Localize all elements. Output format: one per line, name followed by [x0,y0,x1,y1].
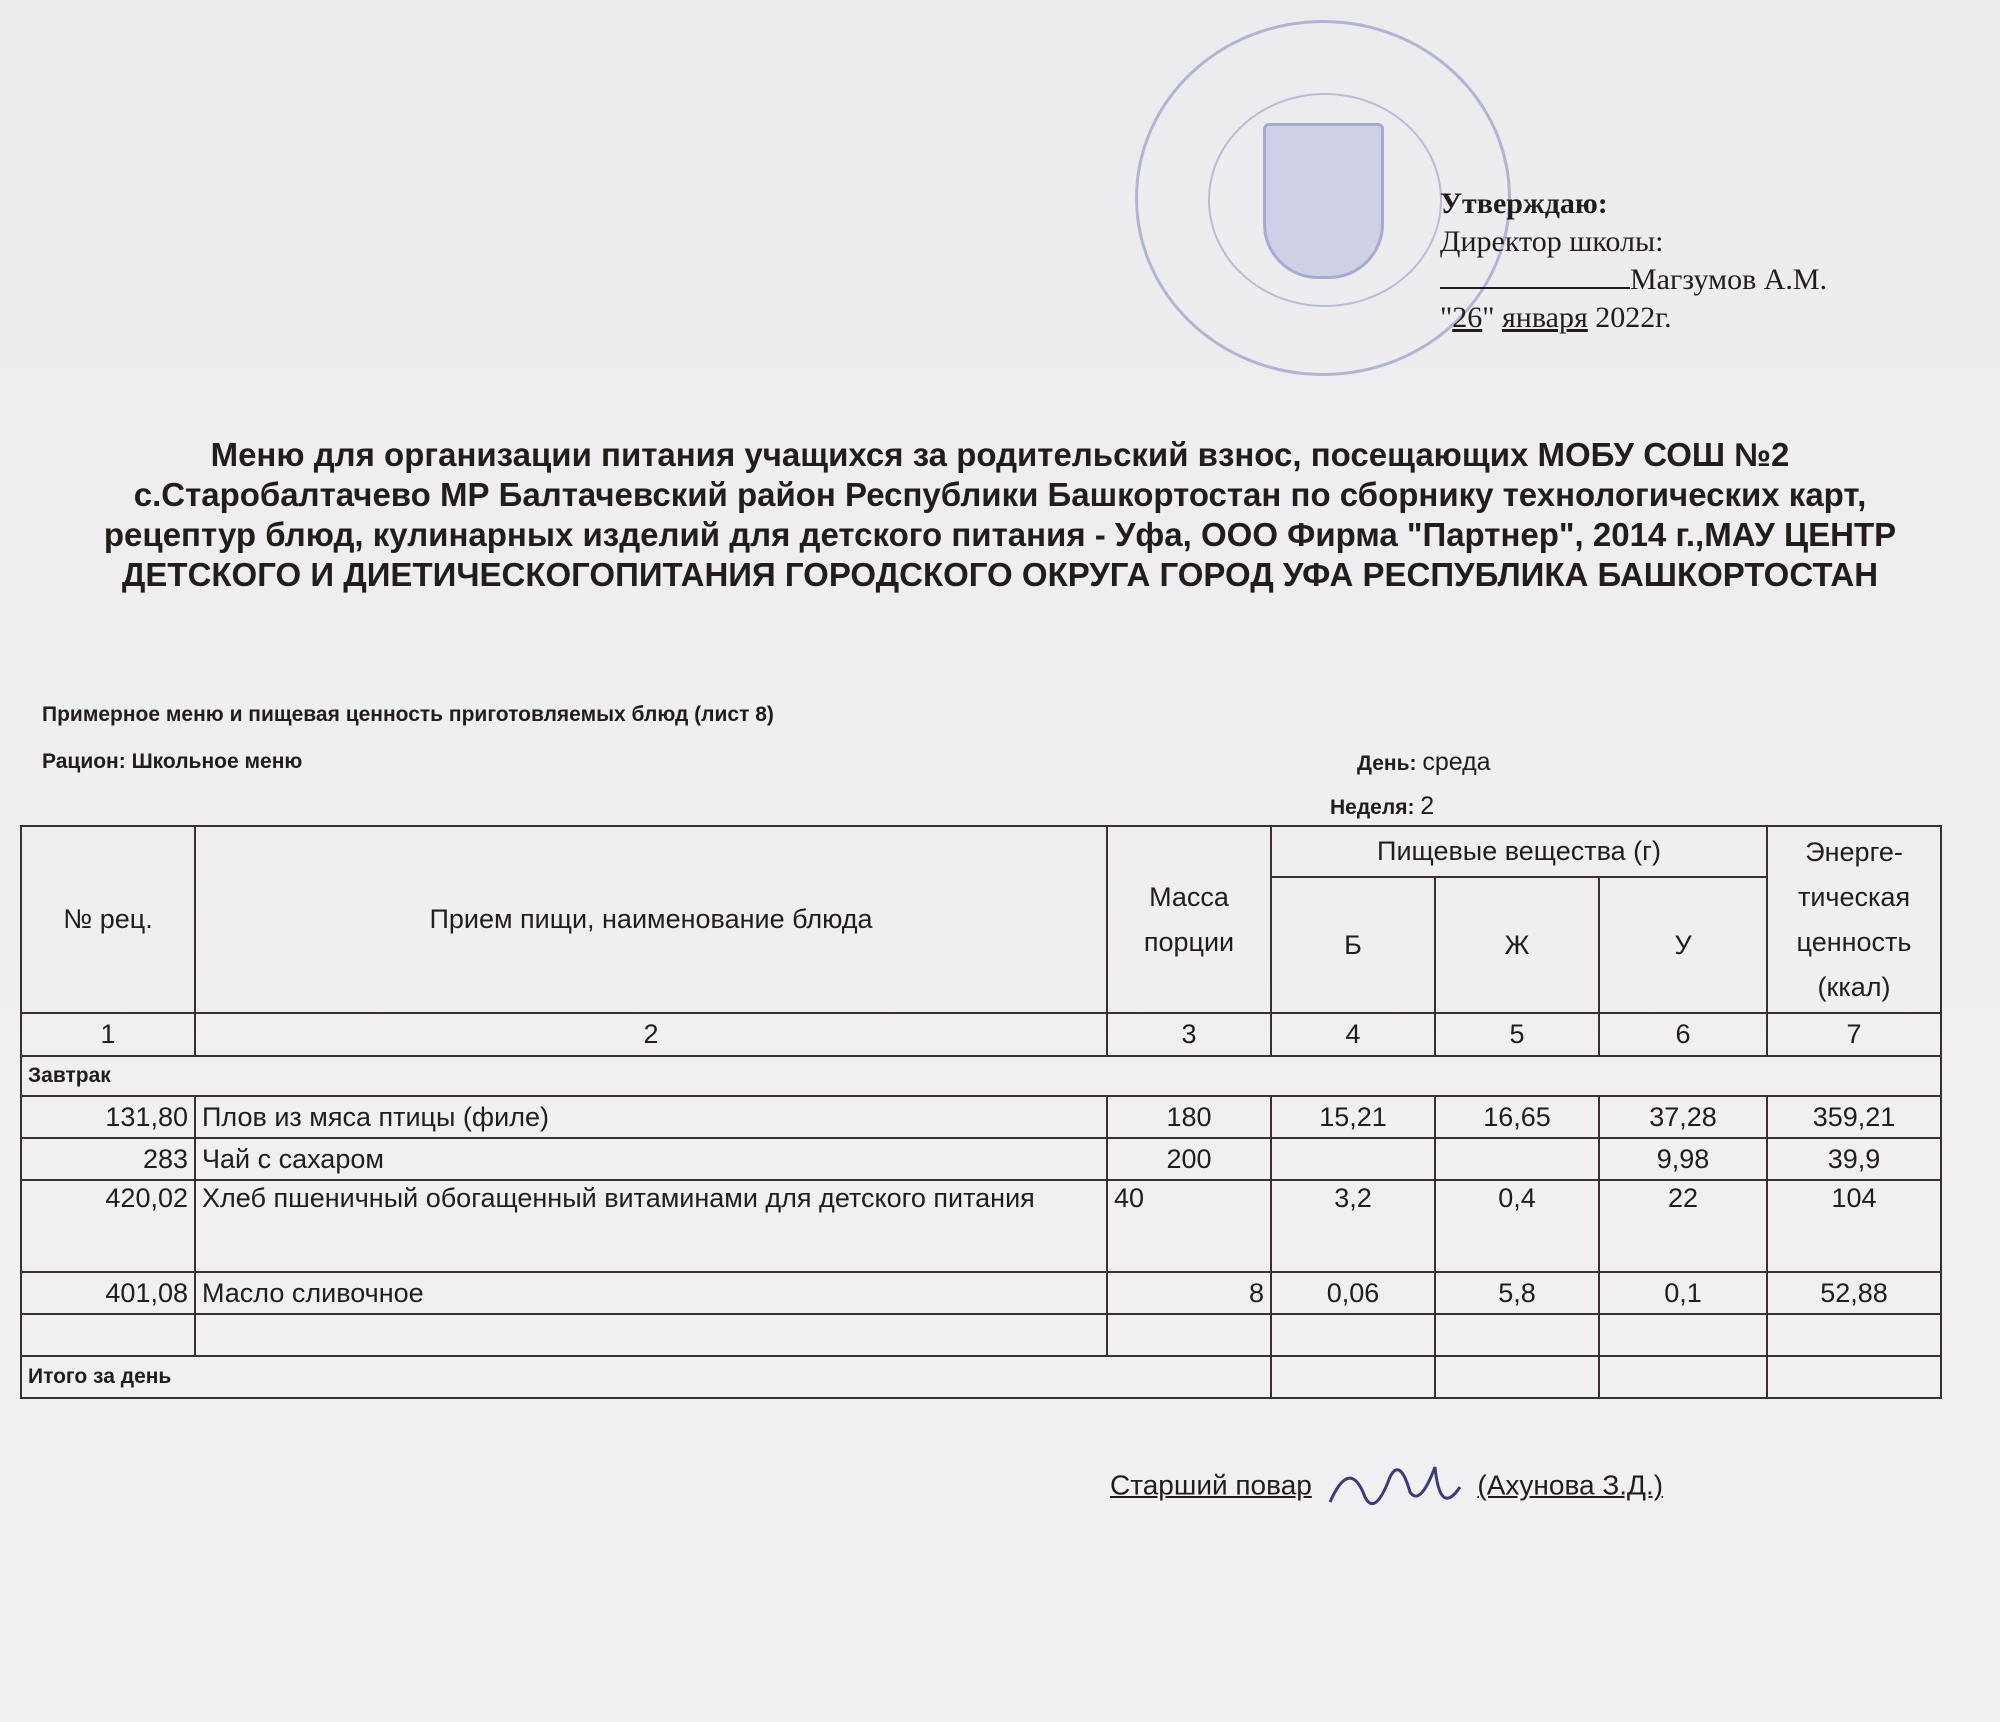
empty-cell [21,1314,195,1356]
protein-value [1271,1138,1435,1180]
week-field [1330,792,1434,821]
total-fat [1435,1356,1599,1398]
ration-label: Рацион: Школьное меню [42,750,303,773]
header-carbs: У [1599,877,1767,1013]
dish-name: Масло сливочное [195,1272,1107,1314]
section-breakfast: Завтрак [21,1056,1941,1096]
column-number: 6 [1599,1013,1767,1056]
menu-table [20,825,1942,1399]
column-number: 3 [1107,1013,1271,1056]
column-number: 4 [1271,1013,1435,1056]
empty-cell [1599,1314,1767,1356]
table-row [21,1180,1941,1272]
section-row [21,1056,1941,1096]
carbs-value: 9,98 [1599,1138,1767,1180]
page-title: Меню для организации питания учащихся за родительский взнос, посещающих МОБУ СОШ №2 с.Старобалтачево МР Балтачевский район Республики Башкортостан по сборнику технологических карт, рецептур блюд, кулинарных изделий для детского питания - Уфа, ООО Фирма "Партнер", 2014 г.,МАУ ЦЕНТР ДЕТСКОГО И ДИЕТИЧЕСКОГОПИТАНИЯ ГОРОДСКОГО ОКРУГА ГОРОД УФА РЕСПУБЛИКА БАШКОРТОСТАН [103,436,1897,593]
header-dish: Прием пищи, наименование блюда [195,826,1107,1013]
week-value: 2 [1420,792,1435,820]
approval-block [1440,185,1910,337]
total-protein [1271,1356,1435,1398]
table-row [21,1096,1941,1138]
empty-cell [1107,1314,1271,1356]
approval-date-year: 2022г. [1595,301,1672,334]
column-number: 2 [195,1013,1107,1056]
recipe-no: 420,02 [21,1180,195,1272]
approval-date-month: января [1502,301,1588,334]
header-recipe-no: № рец. [21,826,195,1013]
energy-value: 39,9 [1767,1138,1941,1180]
header-mass: Масса порции [1107,826,1271,1013]
cook-role: Старший повар [1110,1469,1312,1501]
approval-signature-row [1440,261,1910,299]
fat-value [1435,1138,1599,1180]
header-protein: Б [1271,877,1435,1013]
empty-cell [1271,1314,1435,1356]
energy-value: 104 [1767,1180,1941,1272]
empty-cell [195,1314,1107,1356]
fat-value: 5,8 [1435,1272,1599,1314]
seal-coat-of-arms [1263,123,1384,279]
dish-name: Плов из мяса птицы (филе) [195,1096,1107,1138]
column-number: 5 [1435,1013,1599,1056]
empty-cell [1767,1314,1941,1356]
fat-value: 0,4 [1435,1180,1599,1272]
empty-row [21,1314,1941,1356]
header-fat: Ж [1435,877,1599,1013]
day-field [1357,748,1491,777]
sheet-subtitle: Примерное меню и пищевая ценность приготовляемых блюд (лист 8) [42,703,774,726]
header-energy: Энерге-тическая ценность (ккал) [1767,826,1941,1013]
fat-value: 16,65 [1435,1096,1599,1138]
director-name: Магзумов А.М. [1630,263,1828,296]
total-row [21,1356,1941,1398]
carbs-value: 0,1 [1599,1272,1767,1314]
dish-name: Чай с сахаром [195,1138,1107,1180]
cook-signature [1320,1447,1470,1527]
signature-scribble [1320,1447,1470,1527]
energy-value: 52,88 [1767,1272,1941,1314]
total-energy [1767,1356,1941,1398]
dish-name: Хлеб пшеничный обогащенный витаминами для детского питания [195,1180,1107,1272]
portion-mass: 200 [1107,1138,1271,1180]
week-label: Неделя: [1330,796,1415,819]
column-number: 1 [21,1013,195,1056]
protein-value: 0,06 [1271,1272,1435,1314]
cook-name: (Ахунова З.Д.) [1477,1469,1664,1501]
total-label: Итого за день [21,1356,1271,1398]
recipe-no: 401,08 [21,1272,195,1314]
table-row [21,1272,1941,1314]
carbs-value: 37,28 [1599,1096,1767,1138]
approval-date: "26" января 2022г. [1440,301,1672,334]
column-number-row [21,1013,1941,1056]
director-signature [1440,265,1630,289]
header-nutrients: Пищевые вещества (г) [1271,826,1767,877]
portion-mass: 8 [1107,1272,1271,1314]
column-number: 7 [1767,1013,1941,1056]
energy-value: 359,21 [1767,1096,1941,1138]
day-label: День: [1357,752,1417,775]
day-value: среда [1422,748,1491,776]
portion-mass: 40 [1107,1180,1271,1272]
header-row-1 [21,826,1941,877]
recipe-no: 131,80 [21,1096,195,1138]
portion-mass: 180 [1107,1096,1271,1138]
cook-signature-block [1110,1447,1663,1527]
approval-title: Утверждаю: [1440,187,1608,220]
carbs-value: 22 [1599,1180,1767,1272]
approval-role: Директор школы: [1440,225,1664,258]
approval-date-day: 26 [1452,301,1483,334]
recipe-no: 283 [21,1138,195,1180]
protein-value: 15,21 [1271,1096,1435,1138]
empty-cell [1435,1314,1599,1356]
total-carbs [1599,1356,1767,1398]
table-row [21,1138,1941,1180]
protein-value: 3,2 [1271,1180,1435,1272]
